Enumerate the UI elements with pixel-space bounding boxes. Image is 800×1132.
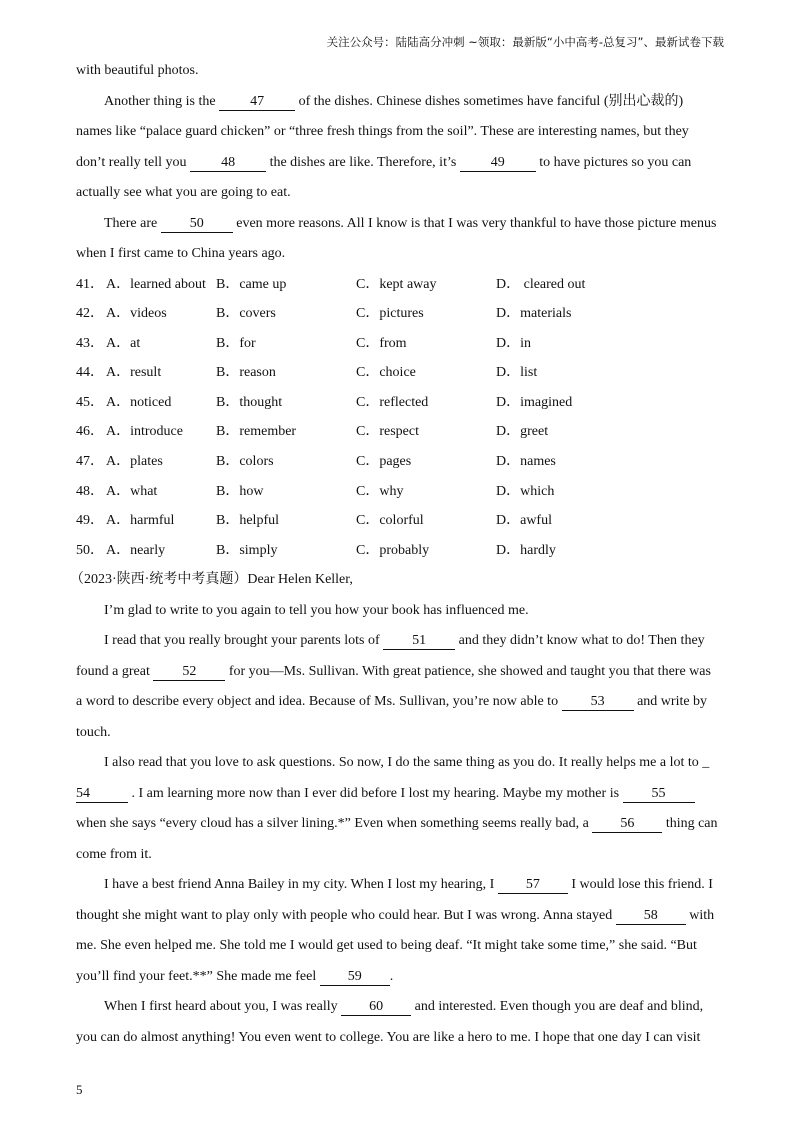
- passage-line: I have a best friend Anna Bailey in my city. When I lost my hearing, I 57 I would lose this friend. I: [104, 877, 713, 893]
- passage-line: come from it.: [76, 846, 152, 862]
- letter-heading: [70, 569, 728, 600]
- page-header: 关注公众号：陆陆高分冲刺 ~领取：最新版“小中高考-总复习”、最新试卷下载: [326, 35, 724, 49]
- passage-line: you can do almost anything! You even went to college. You are like a hero to me. I hope that one day I can visit: [76, 1029, 701, 1045]
- passage-line: 54 . I am learning more now than I ever did before I lost my hearing. Maybe my mother is 55: [76, 783, 728, 814]
- passage-line: thought she might want to play only with people who could hear. But I was wrong. Anna stayed 58 with: [76, 907, 715, 923]
- passage-line: with beautiful photos.: [76, 63, 199, 78]
- question-row: 44． A．result B．reason C．choice D．list: [76, 365, 538, 381]
- blank-47: 47: [219, 94, 295, 111]
- passage-line: There are 50 even more reasons. All I know is that I was very thankful to have those picture menus: [104, 215, 717, 231]
- source-label: （2023·陕西·统考中考真题）: [70, 572, 248, 588]
- passage-line: I’m glad to write to you again to tell you how your book has influenced me.: [104, 602, 529, 618]
- passage-line: I read that you really brought your parents lots of 51 and they didn’t know what to do! Then they: [104, 633, 705, 649]
- blank-57: 57: [498, 877, 568, 894]
- blank-48: 48: [190, 155, 266, 172]
- passage-line: when I first came to China years ago.: [76, 246, 286, 261]
- blank-54: 54: [76, 786, 128, 803]
- blank-50: 50: [161, 216, 233, 233]
- question-row: 41． A．learned about B．came up C．kept away D． cleared out: [76, 276, 586, 292]
- question-row: 49． A．harmful B．helpful C．colorful D．awful: [76, 513, 552, 529]
- passage-line: When I first heard about you, I was really 60 and interested. Even though you are deaf and blind,: [104, 999, 704, 1015]
- blank-51: 51: [383, 633, 455, 650]
- options-list: [76, 274, 728, 570]
- question-row: 46． A．introduce B．remember C．respect D．greet: [76, 424, 549, 440]
- passage-line: touch.: [76, 724, 111, 740]
- passage-line: a word to describe every object and idea. Because of Ms. Sullivan, you’re now able to 53 and write by: [76, 694, 708, 710]
- passage-line: Another thing is the 47 of the dishes. Chinese dishes sometimes have fanciful (别出心裁的): [104, 93, 684, 109]
- blank-56: 56: [592, 816, 662, 833]
- blank-52: 52: [153, 664, 225, 681]
- blank-59: 59: [320, 969, 390, 986]
- question-row: 48． A．what B．how C．why D．which: [76, 483, 555, 499]
- blank-49: 49: [460, 155, 536, 172]
- greeting: Dear Helen Keller,: [247, 572, 353, 588]
- passage-line: found a great 52 for you—Ms. Sullivan. With great patience, she showed and taught you that there was: [76, 663, 711, 679]
- passage-line: when she says “every cloud has a silver lining.*” Even when something seems really bad, a 56 thing can: [76, 816, 718, 832]
- passage-line: names like “palace guard chicken” or “three fresh things from the soil”. These are interesting names, but they: [76, 124, 689, 139]
- blank-60: 60: [341, 999, 411, 1016]
- blank-58: 58: [616, 908, 686, 925]
- exam-content: [70, 60, 728, 1057]
- question-row: 42． A．videos B．covers C．pictures D．materials: [76, 306, 572, 322]
- passage-line: actually see what you are going to eat.: [76, 185, 291, 200]
- passage-line: I also read that you love to ask questions. So now, I do the same thing as you do. It really helps me a lot to _: [104, 755, 710, 771]
- question-row: 45． A．noticed B．thought C．reflected D．imagined: [76, 394, 573, 410]
- passage-line: you’ll find your feet.**” She made me feel 59 .: [76, 968, 394, 984]
- blank-55: 55: [623, 786, 695, 803]
- passage-line: don’t really tell you 48 the dishes are like. Therefore, it’s 49 to have pictures so you can: [76, 154, 692, 170]
- page-number: 5: [76, 1082, 83, 1097]
- question-row: 47． A．plates B．colors C．pages D．names: [76, 454, 556, 470]
- blank-53: 53: [562, 694, 634, 711]
- question-row: 43． A．at B．for C．from D．in: [76, 335, 531, 351]
- passage-line: me. She even helped me. She told me I would get used to being deaf. “It might take some time,” she said. “But: [76, 938, 697, 954]
- question-row: 50． A．nearly B．simply C．probably D．hardly: [76, 542, 556, 558]
